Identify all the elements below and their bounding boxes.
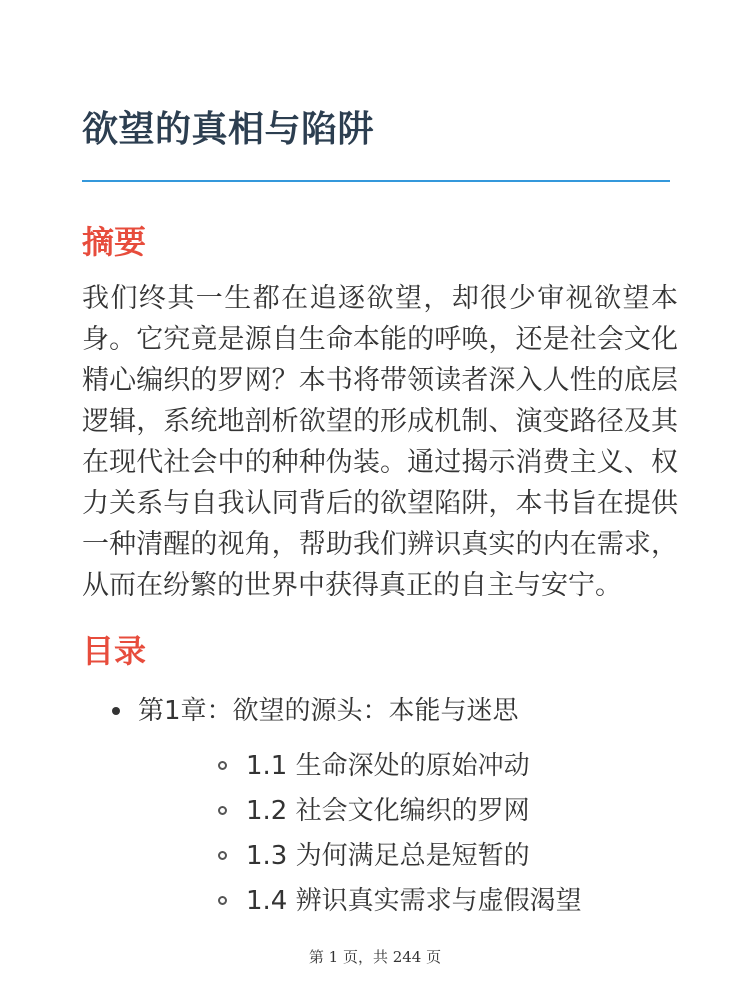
bullet-disc-icon (112, 707, 120, 715)
bullet-circle-icon (218, 806, 227, 815)
bullet-circle-icon (218, 761, 227, 770)
toc-section-label: 1.1 生命深处的原始冲动 (246, 751, 530, 782)
bullet-circle-icon (218, 851, 227, 860)
toc-sublist (138, 747, 678, 920)
toc-section-item (138, 792, 678, 830)
toc-section-label: 1.2 社会文化编织的罗网 (246, 796, 530, 827)
toc-list (82, 692, 678, 920)
toc-chapter-item (82, 692, 678, 920)
toc-section-label: 1.3 为何满足总是短暂的 (246, 841, 530, 872)
toc-section-label: 1.4 辨识真实需求与虚假渴望 (246, 886, 582, 917)
abstract-heading: 摘要 (82, 222, 147, 261)
page-title: 欲望的真相与陷阱 (82, 109, 375, 150)
toc-chapter-label: 第1章：欲望的源头：本能与迷思 (138, 696, 519, 727)
title-divider (82, 180, 670, 182)
page-content (82, 0, 678, 920)
page-footer: 第 1 页，共 244 页 (308, 948, 442, 966)
toc-section-item (138, 837, 678, 875)
toc-heading: 目录 (82, 632, 147, 671)
toc-section-item (138, 747, 678, 785)
toc-section-item (138, 882, 678, 920)
abstract-text: 我们终其一生都在追逐欲望，却很少审视欲望本身。它究竟是源自生命本能的呼唤，还是社会文化精心编织的罗网？本书将带领读者深入人性的底层逻辑，系统地剖析欲望的形成机制、演变路径及其在现代社会中的种种伪装。通过揭示消费主义、权力关系与自我认同背后的欲望陷阱，本书旨在提供一种清醒的视角，帮助我们辨识真实的内在需求，从而在纷繁的世界中获得真正的自主与安宁。 (82, 283, 678, 602)
bullet-circle-icon (218, 896, 227, 905)
